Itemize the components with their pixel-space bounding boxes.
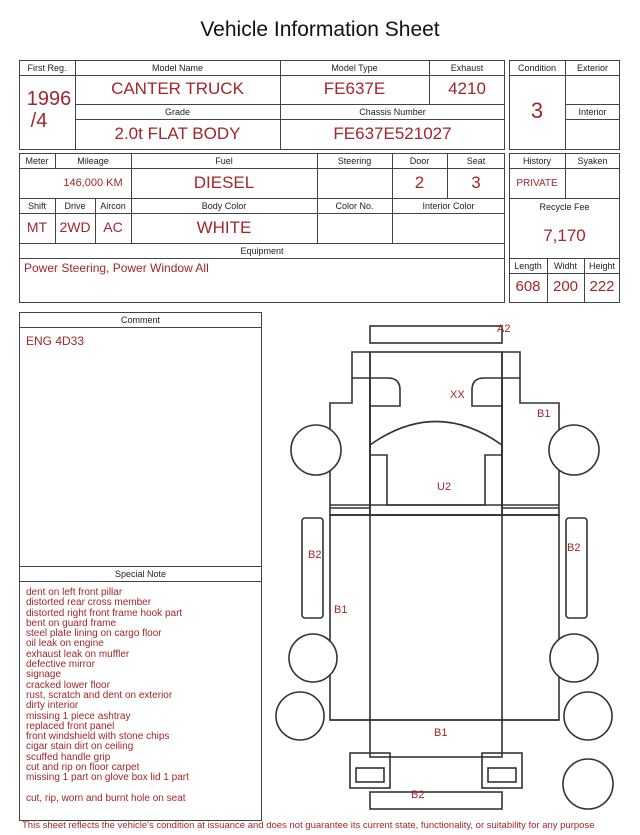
comment-text: ENG 4D33 xyxy=(26,334,85,348)
front-bumper xyxy=(370,326,502,343)
wheel-front-left xyxy=(291,425,341,475)
history-label: History xyxy=(522,156,551,166)
shift-value: MT xyxy=(26,219,48,235)
mark-u2: U2 xyxy=(437,481,452,493)
color-no-label: Color No. xyxy=(335,201,374,211)
special-note-item: steel plate lining on cargo floor xyxy=(26,628,162,640)
special-note-item: bent on guard frame xyxy=(26,617,117,629)
special-note-item: replaced front panel xyxy=(26,720,115,732)
comment-label: Comment xyxy=(120,315,160,325)
hood-right-corner xyxy=(472,378,502,406)
special-note-item: defective mirror xyxy=(26,659,95,671)
mileage-value: 146,000 KM xyxy=(63,177,123,189)
width-label: Widht xyxy=(553,261,577,271)
rear-bumper xyxy=(370,792,502,809)
windshield xyxy=(370,422,502,506)
page-title: Vehicle Information Sheet xyxy=(200,18,440,41)
door-label: Door xyxy=(409,156,430,166)
grade-value: 2.0t FLAT BODY xyxy=(114,124,241,143)
shift-label: Shift xyxy=(27,201,46,211)
special-note-item: missing 1 piece ashtray xyxy=(26,710,131,722)
exhaust-label: Exhaust xyxy=(450,63,484,73)
length-label: Length xyxy=(514,261,542,271)
left-mirror-panel xyxy=(302,518,323,618)
condition-label: Condition xyxy=(517,63,557,73)
cargo-bed xyxy=(330,515,559,720)
cab-right-side xyxy=(502,352,559,515)
syaken-label: Syaken xyxy=(577,156,608,166)
mark-a2: A2 xyxy=(497,323,511,335)
special-note-item: distorted rear cross member xyxy=(26,597,152,609)
mileage-label: Mileage xyxy=(77,156,109,166)
height-label: Height xyxy=(588,261,615,271)
first-reg-label: First Reg. xyxy=(27,63,67,73)
special-note-item: cigar stain dirt on ceiling xyxy=(26,741,134,753)
special-note-item: front windshield with stone chips xyxy=(26,731,170,743)
steering-label: Steering xyxy=(337,156,372,166)
body-color-value: WHITE xyxy=(196,218,252,237)
rear-lamp-inner-left xyxy=(356,768,384,782)
special-note-item: dirty interior xyxy=(26,700,79,712)
special-note-item: cut and rip on floor carpet xyxy=(26,762,140,774)
history-value: PRIVATE xyxy=(516,178,558,189)
wheel-rear-right xyxy=(564,692,612,740)
aircon-value: AC xyxy=(103,219,123,235)
drive-value: 2WD xyxy=(59,219,91,235)
wheel-rear-left xyxy=(276,692,324,740)
special-note-list xyxy=(26,588,189,804)
length-value: 608 xyxy=(515,278,541,295)
cab-left-side xyxy=(330,352,370,515)
recycle-fee-value: 7,170 xyxy=(543,226,586,245)
model-name-label: Model Name xyxy=(151,63,204,73)
first-reg-year: 1996 xyxy=(26,88,72,110)
wheel-mid-right xyxy=(550,634,598,682)
special-note-item: dent on left front pillar xyxy=(26,587,123,598)
fuel-label: Fuel xyxy=(215,156,233,166)
equipment-label: Equipment xyxy=(240,246,284,256)
condition-value: 3 xyxy=(530,98,544,123)
exterior-label: Exterior xyxy=(576,63,608,73)
mark-b1-bottom: B1 xyxy=(434,727,448,739)
special-note-item: scuffed handle grip xyxy=(26,751,111,763)
height-value: 222 xyxy=(589,278,615,295)
special-note-item: oil leak on engine xyxy=(26,638,104,650)
interior-label: Interior xyxy=(578,107,607,117)
rear-lamp-inner-right xyxy=(488,768,516,782)
mark-b1-left: B1 xyxy=(334,604,348,616)
right-mirror-panel xyxy=(566,518,587,618)
chassis-number-value: FE637E521027 xyxy=(333,124,452,143)
body-color-label: Body Color xyxy=(201,201,247,211)
recycle-fee-label: Recycle Fee xyxy=(539,202,590,212)
mark-b1-front-right: B1 xyxy=(537,408,551,420)
hood-left-corner xyxy=(370,378,400,406)
mark-b2-left: B2 xyxy=(308,549,322,561)
special-note-item: rust, scratch and dent on exterior xyxy=(26,689,173,701)
door-value: 2 xyxy=(414,173,425,192)
fuel-value: DIESEL xyxy=(193,173,255,192)
mark-b2-bottom: B2 xyxy=(411,789,425,801)
special-note-item: distorted right front frame hook part xyxy=(26,607,183,619)
wheel-extra-right xyxy=(563,759,613,809)
exhaust-value: 4210 xyxy=(448,79,486,98)
special-note-item: cut, rip, worn and burnt hole on seat xyxy=(26,792,186,804)
model-name-value: CANTER TRUCK xyxy=(111,79,244,98)
interior-color-label: Interior Color xyxy=(422,201,475,211)
seat-value: 3 xyxy=(471,173,481,192)
seat-label: Seat xyxy=(466,156,486,166)
aircon-label: Aircon xyxy=(100,201,126,211)
equipment-value: Power Steering, Power Window All xyxy=(24,261,209,275)
first-reg-month: /4 xyxy=(30,110,48,132)
special-note-item: missing 1 part on glove box lid 1 part xyxy=(26,772,189,784)
mark-b2-right: B2 xyxy=(567,542,581,554)
grade-label: Grade xyxy=(164,107,190,117)
truck-damage-diagram xyxy=(270,318,620,818)
width-value: 200 xyxy=(552,278,579,295)
meter-label: Meter xyxy=(25,156,49,166)
wheel-mid-left xyxy=(289,634,337,682)
mark-xx: XX xyxy=(450,389,465,401)
chassis-number-label: Chassis Number xyxy=(359,107,426,117)
special-note-item: signage xyxy=(26,669,62,681)
disclaimer-footer: This sheet reflects the vehicle's condition at issuance and does not guarantee its current state, functionality, or suitability for any purpose xyxy=(22,820,595,831)
wheel-front-right xyxy=(549,425,599,475)
special-note-label: Special Note xyxy=(114,569,167,579)
model-type-label: Model Type xyxy=(331,63,378,73)
drive-label: Drive xyxy=(64,201,86,211)
special-note-item: cracked lower floor xyxy=(26,679,110,691)
special-note-item: exhaust leak on muffler xyxy=(26,648,130,660)
model-type-value: FE637E xyxy=(323,79,386,98)
